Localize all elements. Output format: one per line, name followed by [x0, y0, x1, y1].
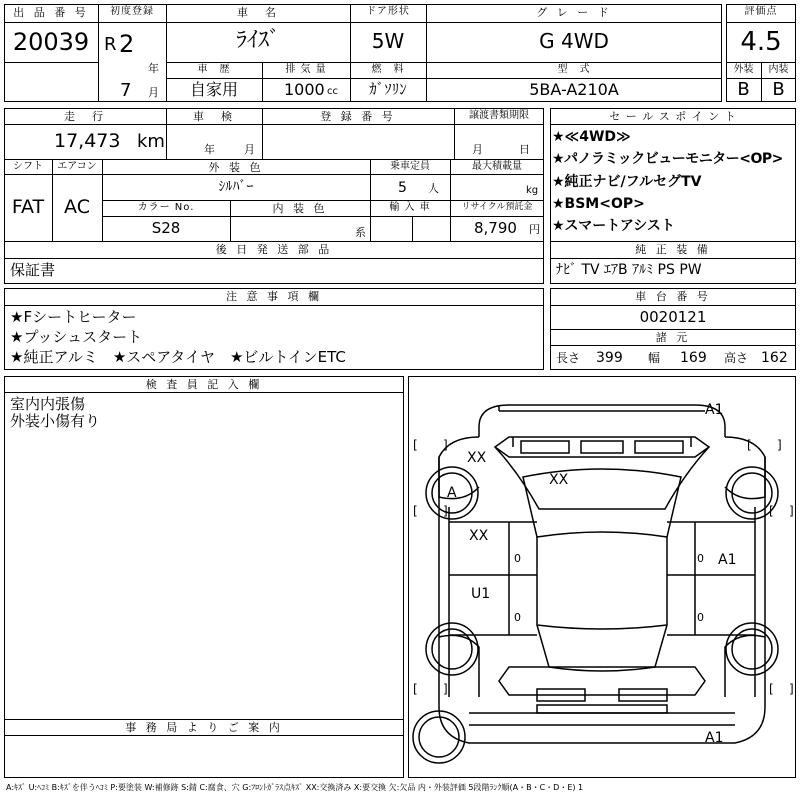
displacement-label: 排 気 量 — [285, 64, 327, 75]
shift: FAT — [11, 196, 45, 218]
door-type: 5W — [371, 29, 405, 53]
interior-color-label: 内 装 色 — [272, 202, 328, 215]
shift-label: シフト — [13, 161, 43, 172]
capacity-label: 乗車定員 — [390, 161, 430, 172]
mark-front-left: XX — [467, 450, 487, 466]
divider — [550, 124, 796, 125]
inspector-block — [4, 376, 404, 778]
car-name: ﾗｲｽﾞ — [235, 28, 280, 53]
mark-wheel-front-left: A — [447, 485, 457, 501]
svg-text:[: [ — [413, 682, 418, 696]
mileage-unit: km — [137, 131, 165, 152]
model-label: 型 式 — [557, 64, 591, 75]
int-grade-label: 内装 — [768, 64, 789, 75]
later-parts-label: 後 日 発 送 部 品 — [215, 243, 333, 256]
divider — [4, 735, 404, 736]
divider — [4, 124, 544, 125]
car-name-label: 車 名 — [237, 6, 279, 19]
ac-label: エアコン — [57, 161, 97, 172]
svg-text:]: ] — [443, 504, 448, 518]
sales-label: セ ー ル ス ポ イ ン ト — [609, 110, 737, 123]
lot-number: 20039 — [12, 28, 90, 56]
divider — [98, 4, 99, 102]
chassis-number: 0020121 — [639, 308, 707, 326]
svg-text:]: ] — [443, 682, 448, 696]
mark-door-front-right-side: 0 — [697, 552, 704, 565]
plate-label: 登 録 番 号 — [320, 110, 396, 123]
divider — [102, 174, 544, 175]
divider — [412, 216, 413, 241]
color-no-label: カラー No. — [137, 202, 195, 213]
chassis-label: 車 台 番 号 — [635, 290, 711, 303]
length-label: 長さ — [556, 351, 581, 365]
sales-point: ★純正ナビ/フルセグTV — [552, 174, 702, 190]
genuine-equipment: ﾅﾋﾞ TV ｴｱB ｱﾙﾐ PS PW — [556, 262, 702, 278]
wheel-rear-left — [426, 623, 478, 675]
lot-label: 出 品 番 号 — [13, 6, 89, 19]
spare-wheel — [413, 711, 465, 763]
mark-bottom-right: A1 — [705, 730, 724, 746]
divider — [102, 200, 544, 201]
capacity-unit: 人 — [428, 182, 439, 195]
notes-label: 注 意 事 項 欄 — [226, 290, 322, 303]
month-number: 7 — [120, 80, 132, 101]
color-no: S28 — [151, 219, 181, 237]
sales-point: ★≪4WD≫ — [552, 129, 631, 145]
width-label: 幅 — [648, 351, 661, 365]
office-label: 事 務 局 よ り ご 案 内 — [125, 721, 283, 734]
note-line: ★純正アルミ ★スペアタイヤ ★ビルトインETC — [10, 348, 346, 366]
inspector-label: 検 査 員 記 入 欄 — [145, 378, 263, 391]
transfer-month-unit: 月 — [472, 143, 483, 156]
recycle-label: リサイクル預託金 — [461, 202, 533, 212]
divider — [4, 719, 404, 720]
svg-text:[: [ — [413, 504, 418, 518]
inspector-line: 外装小傷有り — [10, 412, 101, 430]
mark-door-rear-right-side: 0 — [697, 611, 704, 624]
divider — [166, 62, 722, 63]
mileage: 17,473 — [54, 130, 121, 152]
mark-door-front-left-side: 0 — [514, 552, 521, 565]
mileage-label: 走 行 — [64, 110, 106, 123]
mark-door-front-left: XX — [469, 528, 489, 544]
car-outline — [409, 377, 795, 777]
year-unit: 年 — [148, 62, 159, 75]
length: 399 — [596, 350, 623, 366]
divider — [4, 305, 544, 306]
import-label: 輸 入 車 — [389, 202, 431, 213]
transfer-day-unit: 日 — [519, 143, 530, 156]
grade: G 4WD — [539, 29, 609, 53]
height: 162 — [761, 350, 788, 366]
mark-door-right: A1 — [718, 552, 737, 568]
history: 自家用 — [189, 80, 238, 99]
divider — [4, 62, 98, 63]
svg-text:]: ] — [777, 438, 782, 452]
sales-point: ★スマートアシスト — [552, 218, 675, 234]
divider — [4, 159, 544, 160]
svg-text:[: [ — [413, 438, 418, 452]
era: R — [104, 34, 117, 55]
divider — [166, 78, 722, 79]
inspection-month-unit: 月 — [244, 143, 255, 156]
sales-point: ★パノラミックビューモニター<OP> — [552, 151, 783, 167]
later-parts: 保証書 — [10, 261, 56, 279]
divider — [4, 392, 404, 393]
divider — [550, 329, 796, 330]
door-label: ドア形状 — [366, 6, 410, 17]
svg-text:[: [ — [769, 682, 774, 696]
history-label: 車 歴 — [197, 64, 231, 75]
divider — [4, 241, 544, 242]
color: ｼﾙﾊﾞｰ — [218, 179, 254, 195]
dims-label: 諸 元 — [655, 331, 691, 344]
width: 169 — [680, 350, 707, 366]
divider — [550, 305, 796, 306]
wheel-rear-right — [726, 623, 778, 675]
fuel: ｶﾞｿﾘﾝ — [369, 80, 407, 98]
inspector-line: 室内内張傷 — [10, 395, 86, 413]
svg-text:[: [ — [769, 504, 774, 518]
score-label: 評価点 — [744, 6, 778, 17]
inspection-label: 車 検 — [193, 110, 235, 123]
divider — [4, 174, 102, 175]
ac: AC — [64, 196, 90, 218]
transfer-label: 譲渡書類期限 — [469, 110, 529, 121]
ext-grade-label: 外装 — [733, 64, 754, 75]
mark-hood: XX — [549, 472, 569, 488]
recycle-fee: 8,790 — [474, 219, 517, 237]
svg-text:]: ] — [789, 682, 794, 696]
month-unit: 月 — [148, 86, 159, 99]
color-label: 外 装 色 — [208, 161, 264, 174]
displacement-unit: cc — [327, 86, 338, 97]
svg-text:]: ] — [443, 438, 448, 452]
grade-label: グ レ ー ド — [536, 6, 612, 19]
damage-diagram — [408, 376, 796, 778]
int-grade: B — [772, 79, 785, 100]
divider — [726, 22, 796, 23]
recycle-unit: 円 — [529, 223, 540, 236]
interior-color-unit: 系 — [355, 226, 366, 239]
model: 5BA-A210A — [529, 80, 619, 99]
note-line: ★プッシュスタート — [10, 328, 143, 346]
score: 4.5 — [740, 27, 782, 57]
divider — [550, 241, 796, 242]
height-label: 高さ — [724, 351, 749, 365]
mark-door-rear-left-side: 0 — [514, 611, 521, 624]
displacement: 1000 — [284, 80, 325, 99]
divider — [102, 216, 544, 217]
inspection-year-unit: 年 — [204, 143, 215, 156]
first-reg-label: 初度登録 — [110, 6, 154, 17]
svg-text:]: ] — [789, 504, 794, 518]
ext-grade: B — [737, 79, 750, 100]
load-unit: kg — [526, 185, 539, 196]
mark-top-right: A1 — [705, 402, 724, 418]
mark-door-rear-left: U1 — [471, 586, 491, 602]
divider — [4, 22, 722, 23]
divider — [4, 258, 544, 259]
svg-text:[: [ — [747, 438, 752, 452]
year-number: 2 — [119, 30, 135, 58]
genuine-label: 純 正 装 備 — [635, 243, 711, 256]
fuel-label: 燃 料 — [371, 64, 405, 75]
divider — [550, 258, 796, 259]
load-label: 最大積載量 — [472, 161, 522, 172]
note-line: ★Fシートヒーター — [10, 308, 137, 326]
sales-point: ★BSM<OP> — [552, 196, 645, 212]
divider — [550, 345, 796, 346]
capacity: 5 — [398, 180, 407, 196]
legend: A:ｷｽﾞ U:ﾍｺﾐ B:ｷｽﾞを伴うﾍｺﾐ P:要塗装 W:補修跡 S:錆 C:腐食、穴 G:ﾌﾛﾝﾄｶﾞﾗｽ点ｷｽﾞ XX:交換済み X:要交換 欠:欠品 内・外装評価 5段階ﾗﾝｸ順(A・B・C・D・E) 1 — [6, 783, 584, 792]
